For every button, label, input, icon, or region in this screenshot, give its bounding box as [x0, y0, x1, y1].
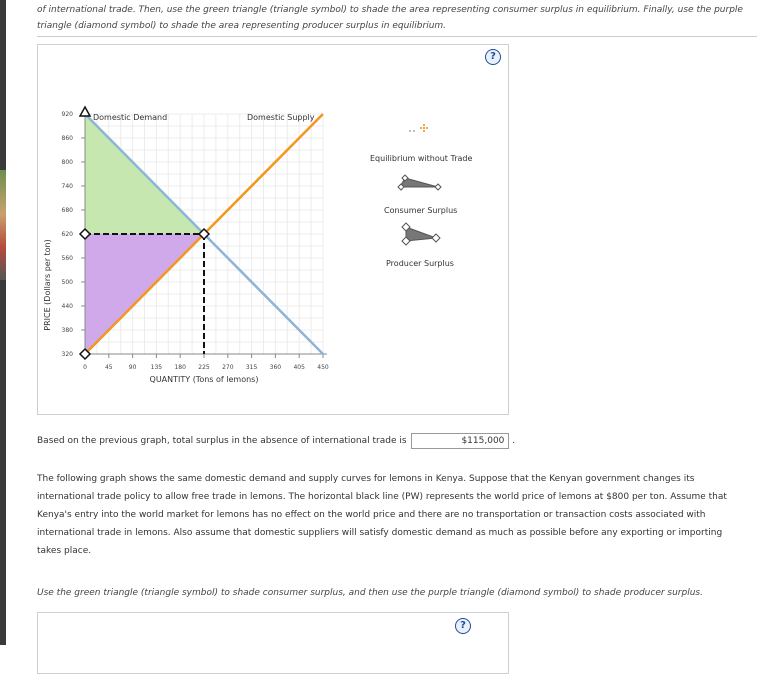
divider — [37, 36, 757, 37]
equilibrium-dot-icon — [413, 130, 415, 132]
help-button-2[interactable]: ? — [455, 618, 471, 634]
left-edge-strip — [0, 0, 6, 645]
legend-producer-surplus-tool[interactable] — [402, 223, 440, 245]
graph-panel-2 — [37, 612, 509, 674]
surplus-question: Based on the previous graph, total surplus in the absence of international trade is — [37, 436, 407, 446]
equilibrium-plus-icon — [420, 124, 428, 132]
y-tick-label: 560 — [61, 255, 73, 262]
diamond-triangle-icon — [406, 227, 436, 241]
surplus-question-end: . — [512, 436, 516, 446]
y-tick-label: 860 — [61, 135, 73, 142]
x-tick-label: 360 — [269, 364, 282, 371]
help-button[interactable]: ? — [485, 49, 501, 65]
y-tick-label: 380 — [61, 327, 73, 334]
x-axis-label: QUANTITY (Tons of lemons) — [149, 375, 259, 384]
x-tick-label: 270 — [222, 364, 234, 371]
consumer-triangle-vertex — [80, 107, 90, 116]
x-tick-label: 135 — [150, 364, 163, 371]
x-tick-label: 45 — [104, 364, 113, 371]
intro-instructions: of international trade. Then, use the green triangle (triangle symbol) to shade the area representing consumer surplus in equilibrium. Finally, use the purple triangle (diamond symbol) to shade the area representing producer surplus in equilibrium. — [37, 5, 743, 31]
x-tick-label: 225 — [198, 364, 210, 371]
graph-panel — [37, 44, 509, 415]
legend-label-consumer-surplus: Consumer Surplus — [384, 206, 458, 215]
x-tick-label: 315 — [245, 364, 258, 371]
y-tick-label: 440 — [61, 303, 73, 310]
legend-label-equilibrium: Equilibrium without Trade — [370, 154, 473, 163]
y-tick-label: 320 — [61, 351, 73, 358]
x-tick-label: 180 — [174, 364, 186, 371]
x-tick-label: 450 — [317, 364, 329, 371]
y-axis-label: PRICE (Dollars per ton) — [43, 239, 52, 331]
y-tick-label: 500 — [61, 279, 73, 286]
legend-consumer-surplus-tool[interactable] — [398, 175, 441, 190]
supply-curve-label: Domestic Supply — [247, 113, 315, 122]
demand-curve-label: Domestic Demand — [93, 113, 168, 122]
x-tick-label: 405 — [293, 364, 305, 371]
surplus-question-line — [37, 432, 727, 450]
y-tick-label: 740 — [61, 183, 73, 190]
y-tick-label: 620 — [61, 231, 73, 238]
surplus-answer-input[interactable]: $115,000 — [411, 433, 509, 449]
x-tick-label: 90 — [128, 364, 137, 371]
x-tick-label: 0 — [83, 364, 87, 371]
chart-svg — [38, 45, 508, 414]
y-tick-label: 920 — [61, 111, 73, 118]
y-tick-label: 800 — [61, 159, 73, 166]
y-tick-label: 680 — [61, 207, 73, 214]
second-instructions: Use the green triangle (triangle symbol) to shade consumer surplus, and then use the purple triangle (diamond symbol) to shade producer surplus. — [37, 588, 703, 598]
legend-label-producer-surplus: Producer Surplus — [386, 259, 454, 268]
scenario-paragraph: The following graph shows the same domestic demand and supply curves for lemons in Kenya. Suppose that the Kenyan government changes its international trade policy to allow free trade in lemons. The horizontal black line (PW) represents the world price of lemons at $800 per ton. Assume that Kenya's entry into the world market for lemons has no effect on the world price and there are no transportation or transaction costs associated with international trade in lemons. Also assume that domestic suppliers will satisfy domestic demand as much as possible before any exporting or importing takes place. — [37, 474, 727, 556]
thumbnail-image — [0, 170, 6, 280]
legend-equilibrium[interactable] — [409, 124, 428, 132]
